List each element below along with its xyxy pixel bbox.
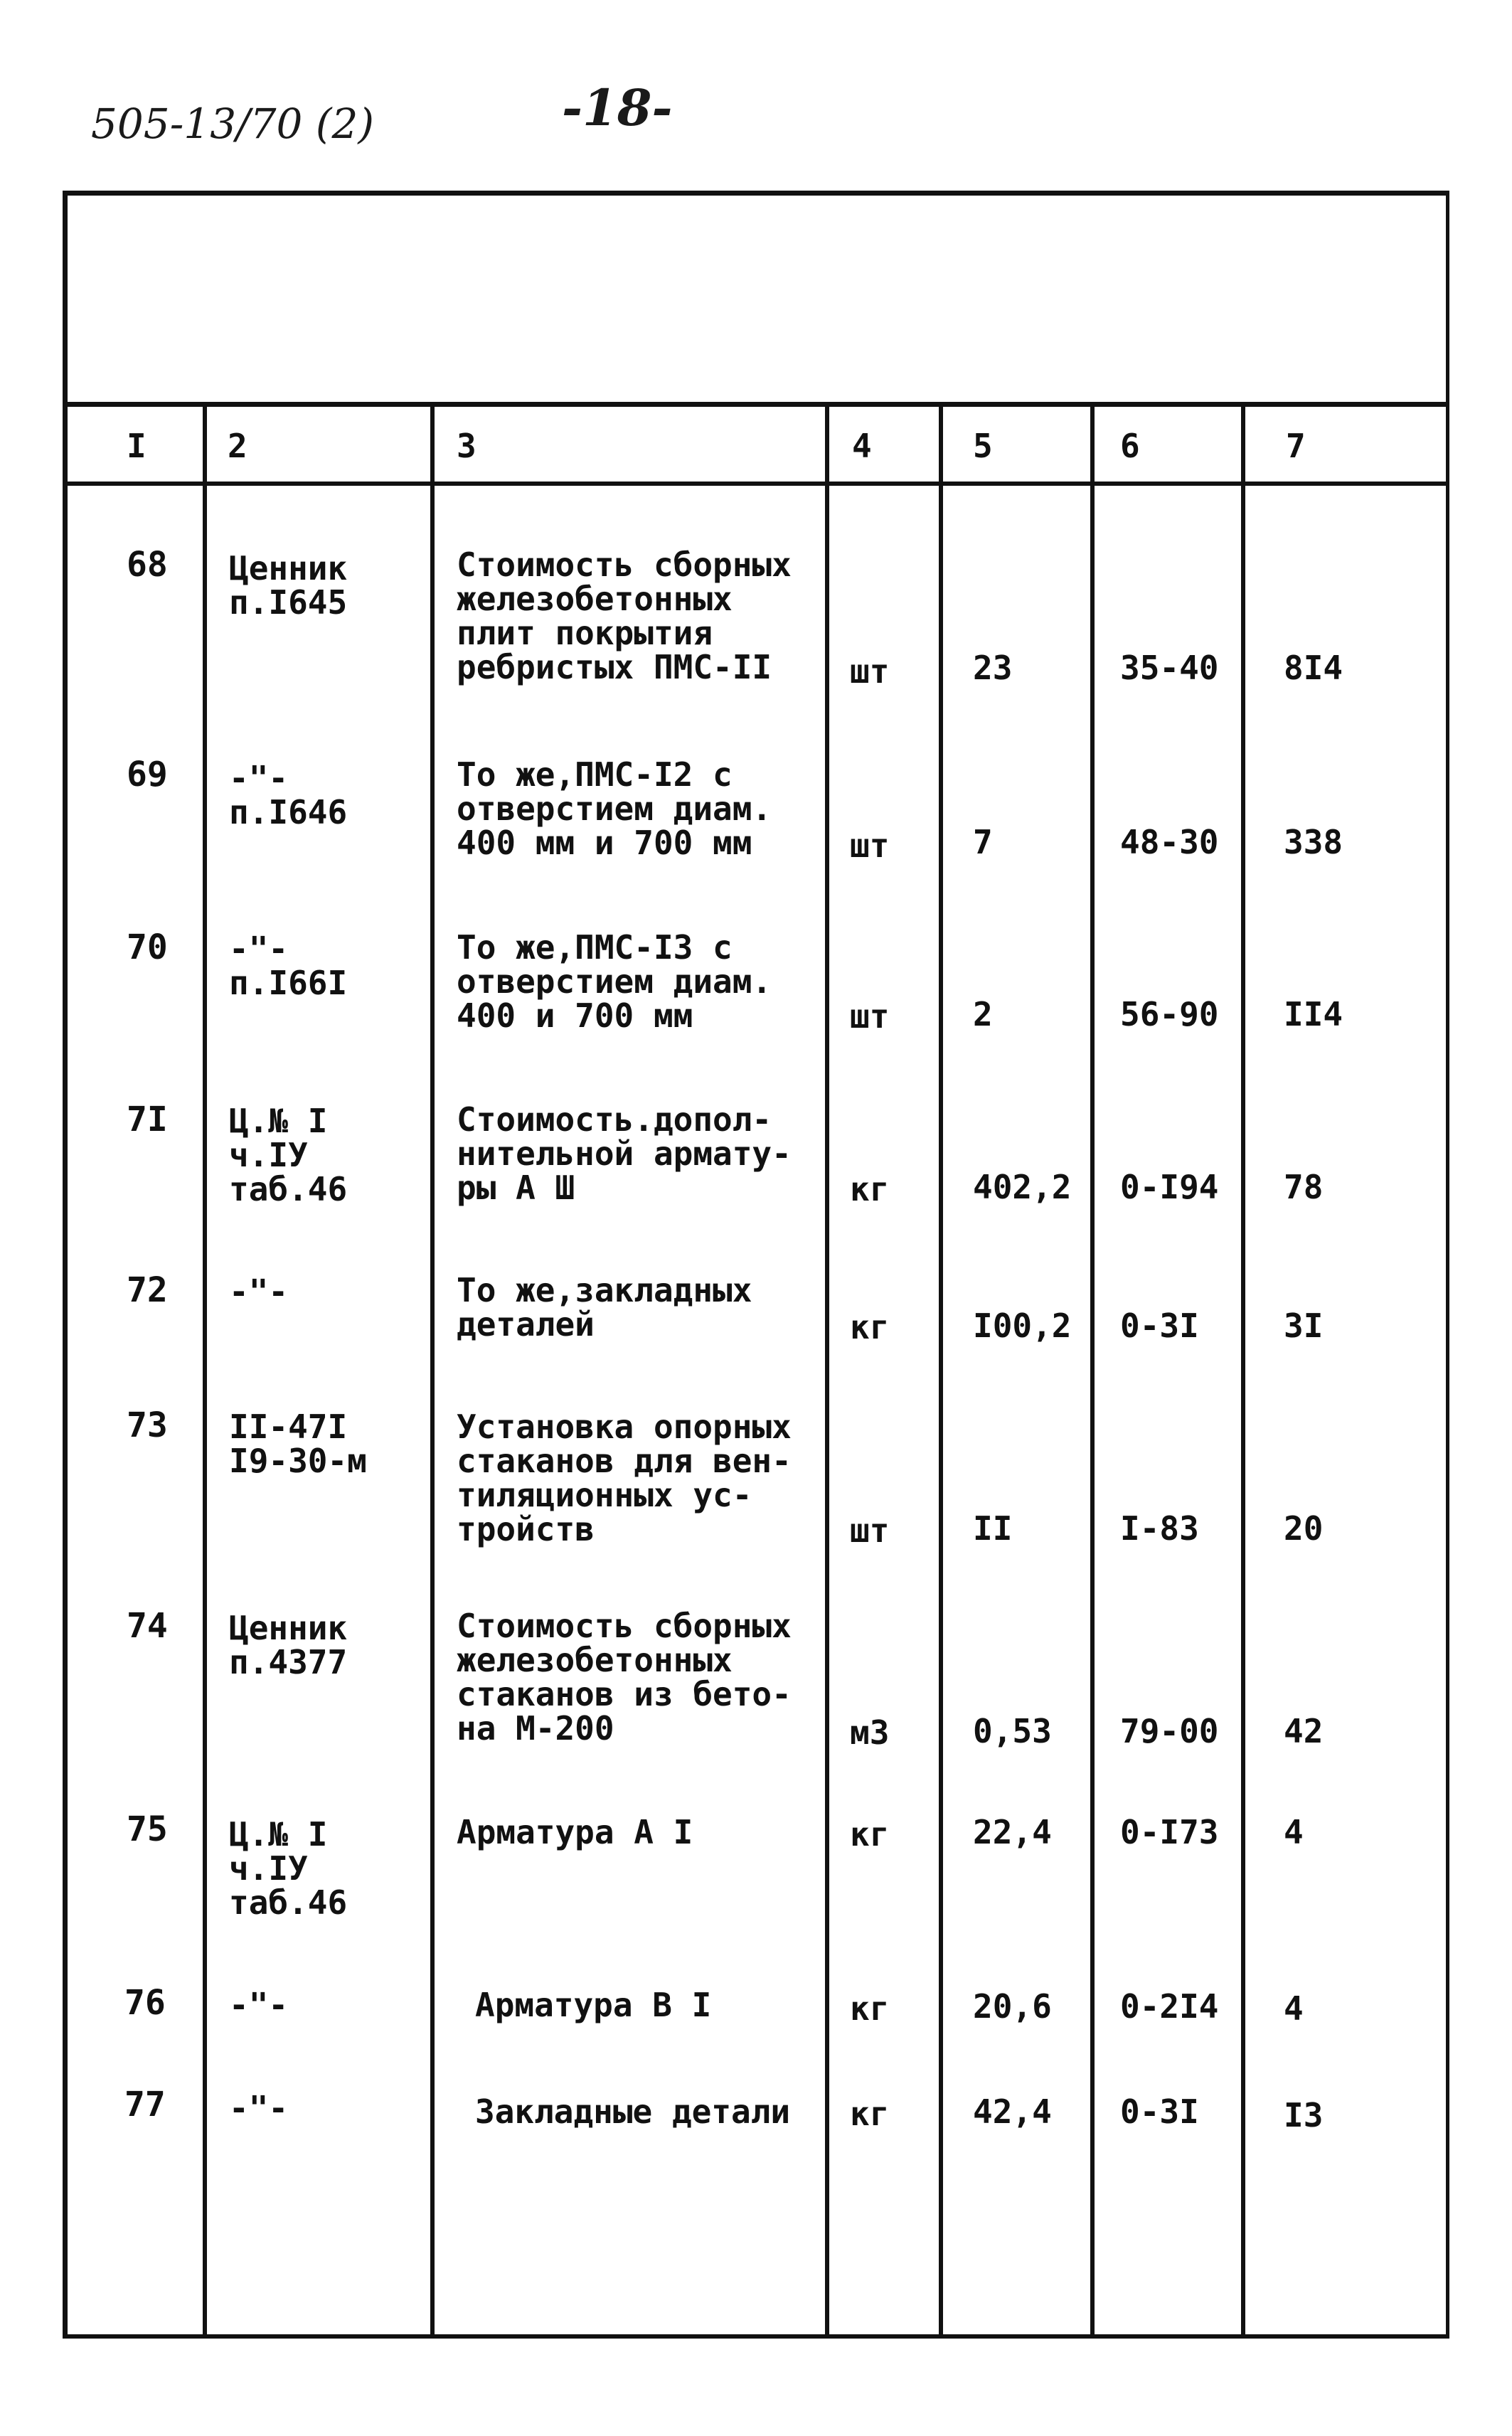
unit-price: 0-3I <box>1120 1307 1199 1345</box>
work-description: Закладные детали <box>475 2092 791 2131</box>
total-cost: 4 <box>1284 1989 1304 2028</box>
column-header-2: 2 <box>228 427 247 465</box>
work-description: Стоимость.допол- нительной армату- ры А Ш <box>457 1100 792 1207</box>
total-cost: 78 <box>1284 1168 1324 1206</box>
column-header-6: 6 <box>1120 427 1140 465</box>
unit-price: I-83 <box>1120 1509 1199 1548</box>
unit-price: 0-I73 <box>1120 1813 1219 1851</box>
price-reference: -"- <box>229 1986 289 2024</box>
quantity: 402,2 <box>973 1168 1072 1206</box>
column-divider-1 <box>203 405 207 2336</box>
unit: кг <box>850 1989 890 2028</box>
row-number: 74 <box>127 1606 168 1646</box>
column-divider-2 <box>430 405 435 2336</box>
quantity: I00,2 <box>973 1307 1072 1345</box>
work-description: Арматура В I <box>475 1986 712 2024</box>
unit-price: 0-2I4 <box>1120 1987 1219 2026</box>
column-divider-5 <box>1090 405 1095 2336</box>
work-description: Стоимость сборных железобетонных плит покрытия ребристых ПМС-II <box>457 546 792 686</box>
price-reference: Ценник п.I645 <box>229 549 348 622</box>
unit: шт <box>850 826 890 865</box>
column-header-3: 3 <box>457 427 477 465</box>
row-number: 69 <box>127 755 168 794</box>
work-description: То же,закладных деталей <box>457 1271 752 1344</box>
row-number: 75 <box>127 1809 168 1849</box>
price-reference: Ц.№ I ч.IУ таб.46 <box>229 1815 348 1922</box>
row-number: 77 <box>124 2085 166 2124</box>
unit-price: 56-90 <box>1120 995 1219 1033</box>
row-number: 7I <box>127 1100 168 1139</box>
quantity: II <box>973 1509 1013 1548</box>
quantity: 22,4 <box>973 1813 1052 1851</box>
column-header-4: 4 <box>852 427 872 465</box>
price-reference: -"- <box>229 1272 289 1311</box>
total-cost: 42 <box>1284 1712 1324 1750</box>
column-header-7: 7 <box>1286 427 1306 465</box>
work-description: Стоимость сборных железобетонных стаканов из бето- на М-200 <box>457 1607 792 1748</box>
column-divider-3 <box>825 405 829 2336</box>
unit: кг <box>850 1308 890 1346</box>
price-reference: -"- п.I66I <box>229 930 348 1002</box>
price-reference: Ценник п.4377 <box>229 1609 348 1681</box>
work-description: То же,ПМС-I2 с отверстием диам. 400 мм и 700 мм <box>457 755 772 862</box>
unit-price: 0-3I <box>1120 2092 1199 2131</box>
unit: кг <box>850 1815 890 1853</box>
column-divider-6 <box>1241 405 1245 2336</box>
row-number: 73 <box>127 1405 168 1445</box>
total-cost: 8I4 <box>1284 649 1343 687</box>
row-number: 68 <box>127 545 168 585</box>
column-header-5: 5 <box>973 427 993 465</box>
unit-price: 0-I94 <box>1120 1168 1219 1206</box>
unit-price: 48-30 <box>1120 823 1219 861</box>
quantity: 42,4 <box>973 2092 1052 2131</box>
work-description: Арматура А I <box>457 1813 693 1851</box>
quantity: 23 <box>973 649 1013 687</box>
total-cost: II4 <box>1284 995 1343 1033</box>
document-code: 505-13/70 (2) <box>91 100 375 148</box>
price-reference: -"- <box>229 2089 289 2127</box>
quantity: 7 <box>973 823 993 861</box>
unit: кг <box>850 1170 890 1208</box>
row-number: 72 <box>127 1270 168 1310</box>
price-reference: -"- п.I646 <box>229 759 348 831</box>
unit: м3 <box>850 1713 890 1752</box>
column-header-1: I <box>127 427 147 465</box>
quantity: 20,6 <box>973 1987 1052 2026</box>
total-cost: 338 <box>1284 823 1343 861</box>
quantity: 2 <box>973 995 993 1033</box>
row-number: 70 <box>127 927 168 967</box>
unit-price: 79-00 <box>1120 1712 1219 1750</box>
unit: шт <box>850 997 890 1036</box>
quantity: 0,53 <box>973 1712 1052 1750</box>
price-reference: II-47I I9-30-м <box>229 1408 367 1480</box>
total-cost: 20 <box>1284 1509 1324 1548</box>
total-cost: 4 <box>1284 1813 1304 1851</box>
work-description: То же,ПМС-I3 с отверстием диам. 400 и 700 мм <box>457 928 772 1035</box>
unit-price: 35-40 <box>1120 649 1219 687</box>
price-reference: Ц.№ I ч.IУ таб.46 <box>229 1102 348 1208</box>
unit: шт <box>850 1511 890 1550</box>
work-description: Установка опорных стаканов для вен- тиляционных ус- тройств <box>457 1408 792 1548</box>
row-number: 76 <box>124 1983 166 2023</box>
page-number: -18- <box>562 78 673 137</box>
unit: кг <box>850 2095 890 2133</box>
column-divider-4 <box>939 405 943 2336</box>
total-cost: I3 <box>1284 2096 1324 2134</box>
unit: шт <box>850 652 890 691</box>
total-cost: 3I <box>1284 1307 1324 1345</box>
